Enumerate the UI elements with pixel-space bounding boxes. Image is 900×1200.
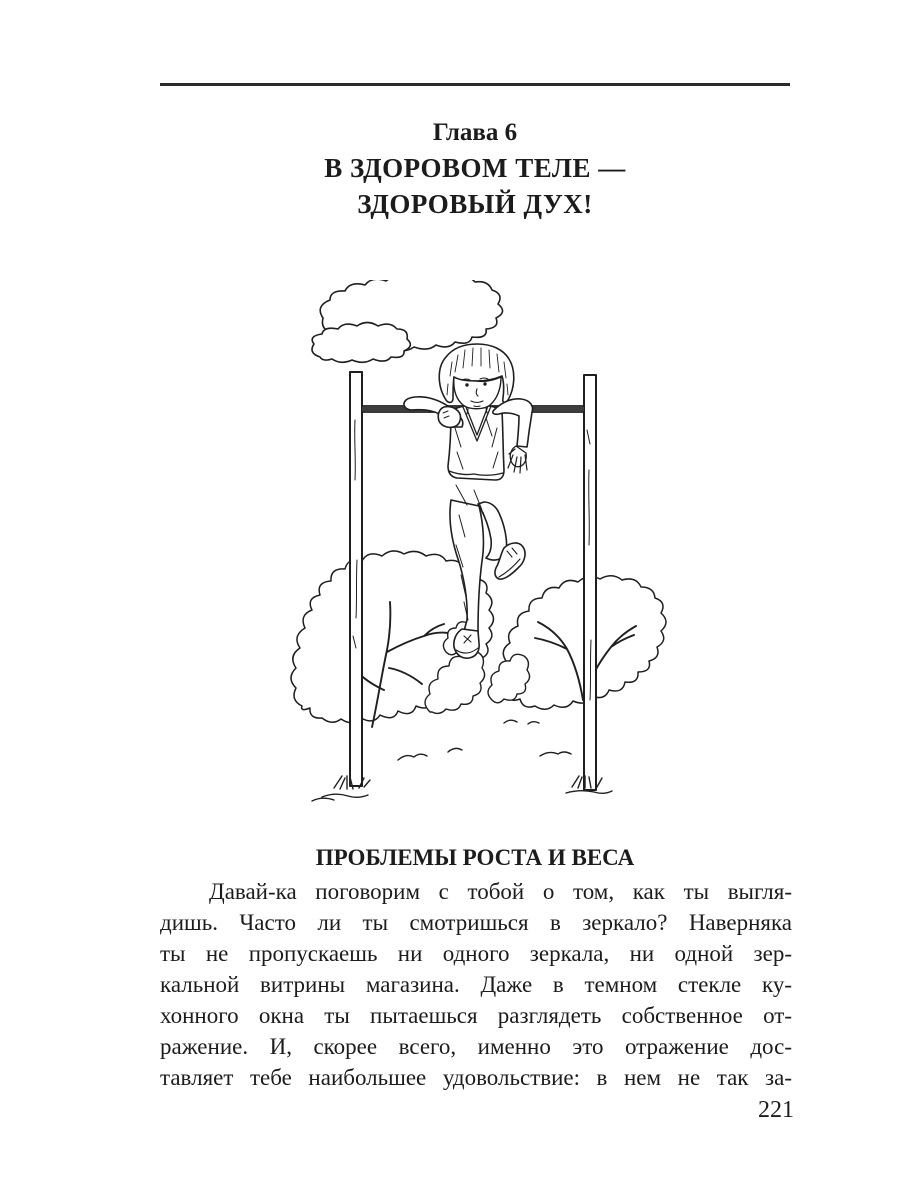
body-line: хонного окна ты пытаешься разглядеть собственное от- bbox=[160, 1003, 792, 1028]
body-line: Давай-ка поговорим с тобой о том, как ты выгля- bbox=[209, 879, 792, 904]
body-line: тавляет тебе наибольшее удовольствие: в нем не так за- bbox=[160, 1065, 792, 1090]
pullup-bar-illustration bbox=[280, 280, 695, 810]
body-line: ты не пропускаешь ни одного зеркала, ни одной зер- bbox=[160, 941, 792, 966]
body-line: дишь. Часто ли ты смотришься в зеркало? Наверняка bbox=[160, 910, 792, 935]
body-paragraph bbox=[160, 876, 792, 1093]
body-line: ражение. И, скорее всего, именно это отражение дос- bbox=[160, 1034, 792, 1059]
chapter-title-line-1: В ЗДОРОВОМ ТЕЛЕ — bbox=[324, 153, 626, 183]
body-line: кальной витрины магазина. Даже в темном стекле ку- bbox=[160, 972, 792, 997]
chapter-number: Глава 6 bbox=[432, 119, 518, 146]
right-post bbox=[584, 375, 596, 790]
header-rule bbox=[160, 83, 790, 86]
section-heading: ПРОБЛЕМЫ РОСТА И ВЕСА bbox=[315, 845, 635, 870]
chapter-heading bbox=[160, 116, 790, 222]
page-number: 221 bbox=[758, 1097, 794, 1123]
left-post bbox=[350, 372, 362, 786]
chapter-title-line-2: ЗДОРОВЫЙ ДУХ! bbox=[357, 189, 593, 219]
cloud-small-icon bbox=[312, 323, 410, 363]
